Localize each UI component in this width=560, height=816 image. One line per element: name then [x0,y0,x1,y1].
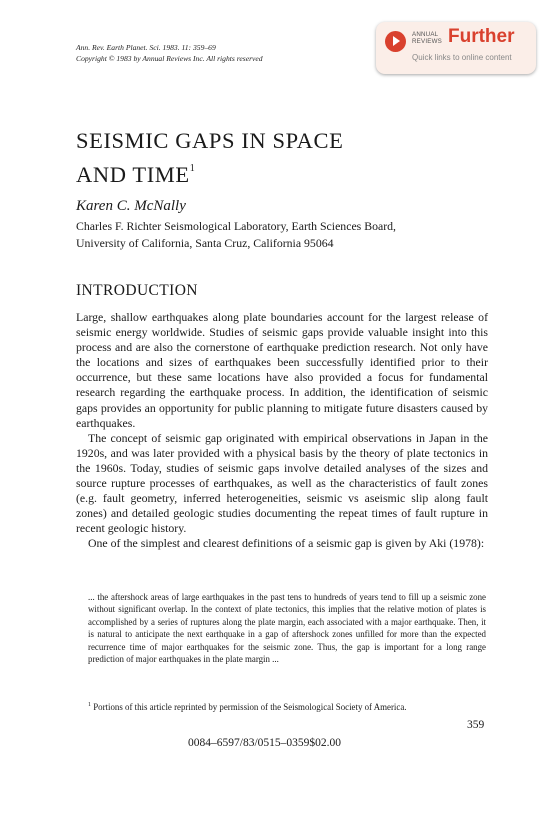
footnote-text: Portions of this article reprinted by permission of the Seismological Society of America. [93,702,407,712]
reviews-label: REVIEWS [412,38,442,45]
further-badge[interactable] [376,22,536,74]
paragraph: Large, shallow earthquakes along plate boundaries account for the largest release of seismic energy worldwide. Studies of seismic gaps provide valuable insight into this process and are also the cornerstone of earthquake prediction research. Not only have the locations and sizes of earthquakes been successfully identified prior to their occurrence, but these same locations have also provided a focus for fundamental research regarding the earthquake process. In addition, the identification of seismic gaps provides an opportunity for public planning to mitigate future disasters caused by earthquakes. [76,310,488,430]
author-affiliation [76,218,396,252]
author-name: Karen C. McNally [76,198,186,214]
affiliation-line-1: Charles F. Richter Seismological Laboratory, Earth Sciences Board, [76,219,396,233]
further-subtitle: Quick links to online content [412,53,512,62]
further-wordmark: Further [448,26,515,47]
copyright-line: Copyright © 1983 by Annual Reviews Inc. All rights reserved [76,53,263,63]
block-quote: ... the aftershock areas of large earthquakes in the past tens to hundreds of years tend to fill up a seismic zone without significant overlap. In the context of plate tectonics, this implies that the relative motion of plates is accomplished by a series of ruptures along the plate margin, each associated with a major earthquake. Then, it is natural to anticipate the next earthquake in a gap of aftershock zones unfilled for more than the expected recurrence time of major earthquakes for the seismic zone. Thus, the gap is important for a long range prediction of major earthquakes in the plate margin ... [88,592,486,665]
title-line-2: AND TIME [76,162,190,187]
footnote [88,699,488,713]
title-footnote-mark: 1 [189,163,195,174]
paragraph: One of the simplest and clearest definitions of a seismic gap is given by Aki (1978): [88,536,485,551]
journal-citation: Ann. Rev. Earth Planet. Sci. 1983. 11: 359–69 [76,43,216,52]
document-code: 0084–6597/83/0515–0359$02.00 [188,737,342,749]
play-icon [385,31,406,52]
annual-label: ANNUAL [412,31,439,38]
footnote-mark: 1 [88,702,91,708]
journal-citation-block [76,43,263,64]
annual-reviews-label [412,31,442,45]
body-text [76,310,488,552]
page-number: 359 [467,719,485,731]
title-line-1: SEISMIC GAPS IN SPACE [76,128,344,153]
section-heading: INTRODUCTION [76,282,198,299]
paragraph: The concept of seismic gap originated with empirical observations in Japan in the 1920s, and was later provided with a physical basis by the theory of plate tectonics in the 1960s. Today, studies of seismic gaps involve detailed analyses of the sizes and source rupture processes of earthquakes, as well as the characteristics of fault zones (e.g. fault geometry, inferred heterogeneities, seismic vs aseismic slip along fault zones) and detailed geologic studies documenting the repeat times of fault rupture in recent geologic history. [76,430,488,536]
affiliation-line-2: University of California, Santa Cruz, California 95064 [76,236,334,250]
article-title [76,127,343,189]
